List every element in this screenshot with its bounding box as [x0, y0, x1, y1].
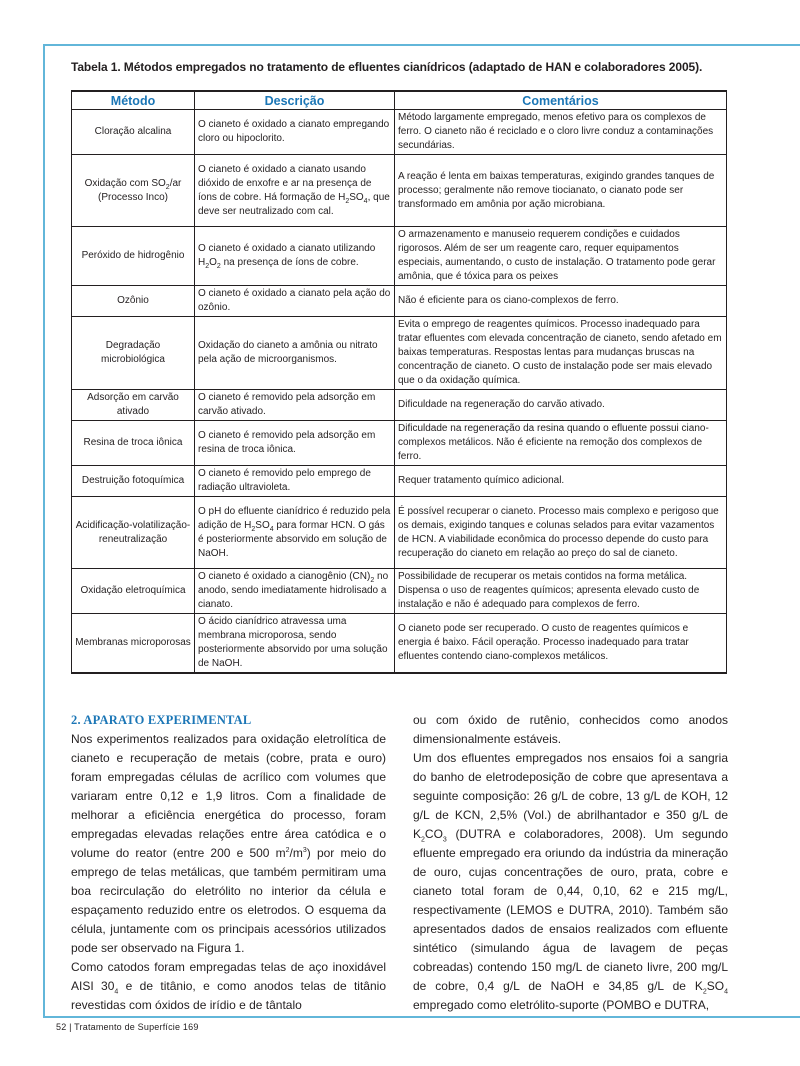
cell-metodo: Degradação microbiológica	[72, 317, 195, 390]
table-row	[72, 286, 727, 317]
cell-metodo: Destruição fotoquímica	[72, 466, 195, 497]
cell-metodo: Oxidação com $SO_2/ar$ (Processo Inco)	[72, 155, 195, 227]
header-comentarios: Comentários	[395, 91, 727, 110]
page-frame-left-line	[43, 44, 45, 1016]
cell-metodo: Oxidação eletroquímica	[72, 569, 195, 614]
table-row	[72, 497, 727, 569]
cell-descricao: O cianeto é oxidado a cianato utilizando $H_2O_2$ na presença de íons de cobre.	[195, 227, 395, 286]
table-row	[72, 614, 727, 674]
page-frame-bottom-line	[43, 1016, 800, 1018]
header-descricao: Descrição	[195, 91, 395, 110]
cell-metodo: Resina de troca iônica	[72, 421, 195, 466]
section-heading: 2. APARATO EXPERIMENTAL	[71, 713, 252, 727]
table-row	[72, 569, 727, 614]
cell-descricao: Oxidação do cianeto a amônia ou nitrato pela ação de microorganismos.	[195, 317, 395, 390]
cell-metodo: Peróxido de hidrogênio	[72, 227, 195, 286]
cell-comentarios: O armazenamento e manuseio requerem condições e cuidados rigorosos. Além de ser um reagente caro, requer equipamentos especiais, aumentando, o custo de instalação. O tratamento pode gerar amônia, que é tóxica para os peixes	[395, 227, 727, 286]
cell-comentarios: Método largamente empregado, menos efetivo para os complexos de ferro. O cianeto não é reciclado e o cloro livre conduz a contaminações secundárias.	[395, 110, 727, 155]
body-paragraph: Um dos efluentes empregados nos ensaios foi a sangria do banho de eletrodeposição de cobre que apresentava a seguinte composição: 26 g/L de cobre, 13 g/L de KOH, 12 g/L de KCN, 2,5% (Vol.) de abrilhantador e 350 g/L de $K_2CO_3$ (DUTRA e colaboradores, 2008). Um segundo efluente empregado era oriundo da indústria da mineração de ouro, cujas concentrações de ouro, prata, cobre e cianeto total foram de 0,44, 0,10, 62 e 215 mg/L, respectivamente (LEMOS e DUTRA, 2010). Também são apresentados dados de ensaios realizados com efluente sintético (simulando água de lavagem de peças cobreadas) contendo 150 mg/L de cianeto livre, 200 mg/L de cobre, 0,4 g/L de NaOH e 34,85 g/L de $K_2SO_4$ empregado como eletrólito-suporte (POMBO e DUTRA,	[413, 751, 728, 1012]
body-paragraph: Como catodos foram empregadas telas de aço inoxidável AISI $30_4$ e de titânio, e como anodos telas de titânio revestidas com óxidos de irídio e de tântalo	[71, 960, 386, 1012]
cell-descricao: O cianeto é oxidado a cianogênio $(CN)_2$ no anodo, sendo imediatamente hidrolisado a cianato.	[195, 569, 395, 614]
cell-descricao: O cianeto é oxidado a cianato empregando cloro ou hipoclorito.	[195, 110, 395, 155]
cell-metodo: Adsorção em carvão ativado	[72, 390, 195, 421]
cell-descricao: O pH do efluente cianídrico é reduzido pela adição de $H_2SO_4$ para formar HCN. O gás é posteriormente absorvido em solução de NaOH.	[195, 497, 395, 569]
cell-comentarios: É possível recuperar o cianeto. Processo mais complexo e perigoso que os demais, exigindo tanques e colunas selados para evitar vazamentos de HCN. A viabilidade econômica do processo depende do custo para recuperação do cianeto em relação ao preço do sal de cianeto.	[395, 497, 727, 569]
table-row	[72, 155, 727, 227]
cell-comentarios: Requer tratamento químico adicional.	[395, 466, 727, 497]
cell-descricao: O cianeto é removido pela adsorção em resina de troca iônica.	[195, 421, 395, 466]
cell-descricao: O ácido cianídrico atravessa uma membrana microporosa, sendo posteriormente absorvido por uma solução de NaOH.	[195, 614, 395, 674]
cell-descricao: O cianeto é oxidado a cianato usando dióxido de enxofre e ar na presença de íons de cobre. Há formação de $H_2SO_4$, que deve ser neutralizado com cal.	[195, 155, 395, 227]
body-column-left	[71, 711, 386, 1015]
cell-metodo: Cloração alcalina	[72, 110, 195, 155]
cell-comentarios: Evita o emprego de reagentes químicos. Processo inadequado para tratar efluentes com elevada concentração de cianeto, sendo afetado em baixas temperaturas. Respostas lentas para mudanças bruscas na concentração de cianeto. O custo de instalação pode ser mais elevado que o da oxidação química.	[395, 317, 727, 390]
table-header-row	[72, 91, 727, 110]
header-metodo: Método	[72, 91, 195, 110]
cell-comentarios: Possibilidade de recuperar os metais contidos na forma metálica. Dispensa o uso de reagentes químicos; apresenta elevado custo de instalação e não é adequado para complexos de ferro.	[395, 569, 727, 614]
cell-comentarios: Não é eficiente para os ciano-complexos de ferro.	[395, 286, 727, 317]
table-row	[72, 466, 727, 497]
cell-metodo: Ozônio	[72, 286, 195, 317]
cell-comentarios: Dificuldade na regeneração da resina quando o efluente possui ciano-complexos metálicos. Não é eficiente na remoção dos complexos de ferro.	[395, 421, 727, 466]
cell-descricao: O cianeto é removido pela adsorção em carvão ativado.	[195, 390, 395, 421]
cell-comentarios: O cianeto pode ser recuperado. O custo de reagentes químicos e energia é baixo. Fácil operação. Processo inadequado para tratar efluentes contendo ciano-complexos metálicos.	[395, 614, 727, 674]
table-title: Tabela 1. Métodos empregados no tratamento de efluentes cianídricos (adaptado de HAN e colaboradores 2005).	[71, 60, 703, 74]
cell-descricao: O cianeto é removido pelo emprego de radiação ultravioleta.	[195, 466, 395, 497]
cell-comentarios: A reação é lenta em baixas temperaturas, exigindo grandes tanques de processo; geralmente não remove tiocianato, o cianato pode ser transformado em amônia por ação microbiana.	[395, 155, 727, 227]
page-frame-top-line	[43, 44, 800, 46]
methods-table	[71, 90, 727, 674]
table-row	[72, 110, 727, 155]
table-row	[72, 317, 727, 390]
table-row	[72, 390, 727, 421]
body-column-right	[413, 711, 728, 1015]
body-paragraph: Nos experimentos realizados para oxidação eletrolítica de cianeto e recuperação de metais (cobre, prata e ouro) foram empregadas células de acrílico com volumes que variaram entre 0,12 e 1,9 litros. Com a finalidade de melhorar a eficiência energética do processo, foram empregadas elevadas relações entre área catódica e o volume do reator (entre 200 e 500 $m^2/m^3$) por meio do emprego de telas metálicas, que também permitiram uma boa recirculação do eletrólito no interior da célula e espaçamento reduzido entre os eletrodos. O esquema da célula, juntamente com os principais acessórios utilizados pode ser observado na Figura 1.	[71, 732, 387, 955]
cell-descricao: O cianeto é oxidado a cianato pela ação do ozônio.	[195, 286, 395, 317]
cell-comentarios: Dificuldade na regeneração do carvão ativado.	[395, 390, 727, 421]
cell-metodo: Membranas microporosas	[72, 614, 195, 674]
cell-metodo: Acidificação-volatilização-reneutralização	[72, 497, 195, 569]
table-row	[72, 227, 727, 286]
body-paragraph: ou com óxido de rutênio, conhecidos como anodos dimensionalmente estáveis.	[413, 713, 728, 746]
table-row	[72, 421, 727, 466]
page-footer: 52 | Tratamento de Superfície 169	[56, 1022, 199, 1032]
